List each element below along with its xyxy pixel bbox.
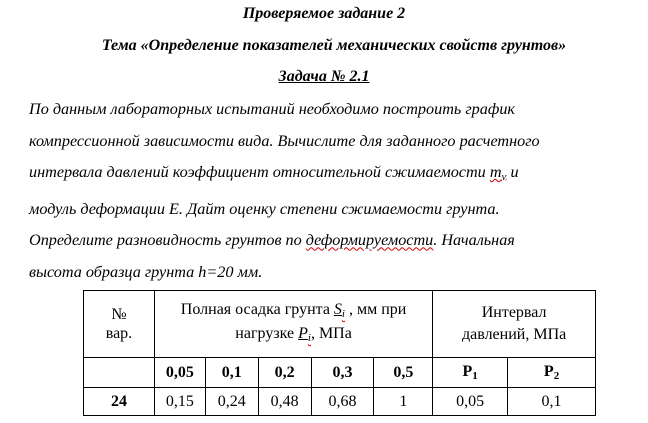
description-text: интервала давлений коэффициент относительной сжимаемости [29, 163, 490, 182]
data-table [83, 290, 596, 416]
task-description [29, 94, 644, 289]
task-number: Задача № 2.1 [278, 68, 370, 85]
settlement-cell: 0,48 [258, 388, 311, 416]
settlement-cell: 0,68 [311, 388, 374, 416]
description-line: высота образца грунта h=20 мм. [29, 262, 263, 281]
assignment-title: Проверяемое задание 2 [242, 5, 406, 22]
description-line: компрессионной зависимости вида. Вычислите для заданного расчетного [29, 131, 540, 150]
settlement-cell: 0,15 [154, 388, 205, 416]
description-line: модуль деформации Е. Дайт оценку степени сжимаемости грунта. [29, 199, 500, 218]
variant-cell: 24 [84, 388, 155, 416]
load-cell: 0,3 [311, 358, 374, 388]
table-subheader-row [84, 358, 596, 388]
description-text: и [506, 163, 519, 182]
spellcheck-word: деформируемости [305, 231, 434, 250]
topic-title: Тема «Определение показателей механических свойств грунтов» [101, 37, 567, 54]
settlement-header: Полная осадка грунта $S_i$ , мм при нагрузке $P_i$, МПа [154, 291, 432, 358]
description-line: Определите разновидность грунтов по деформируемости. Начальная [29, 231, 515, 250]
table-row [84, 388, 596, 416]
empty-cell [84, 358, 155, 388]
description-line: По данным лабораторных испытаний необходимо построить график [29, 100, 515, 118]
load-cell: 0,1 [205, 358, 258, 388]
variant-header: № вар. [84, 291, 155, 358]
settlement-cell: 0,24 [205, 388, 258, 416]
p1-header: $P_1$ [433, 358, 508, 388]
p1-cell: 0,05 [433, 388, 508, 416]
text-cursor-marker: т [213, 199, 226, 218]
load-cell: 0,2 [258, 358, 311, 388]
load-cell: 0,05 [154, 358, 205, 388]
description-line [29, 157, 644, 194]
p2-header: $P_2$ [508, 358, 596, 388]
table-header-row [84, 291, 596, 358]
load-cell: 0,5 [374, 358, 433, 388]
mv-symbol: $m_v$ [489, 163, 507, 184]
interval-header: Интервал давлений, МПа [433, 291, 596, 358]
settlement-cell: 1 [374, 388, 433, 416]
p2-cell: 0,1 [508, 388, 596, 416]
